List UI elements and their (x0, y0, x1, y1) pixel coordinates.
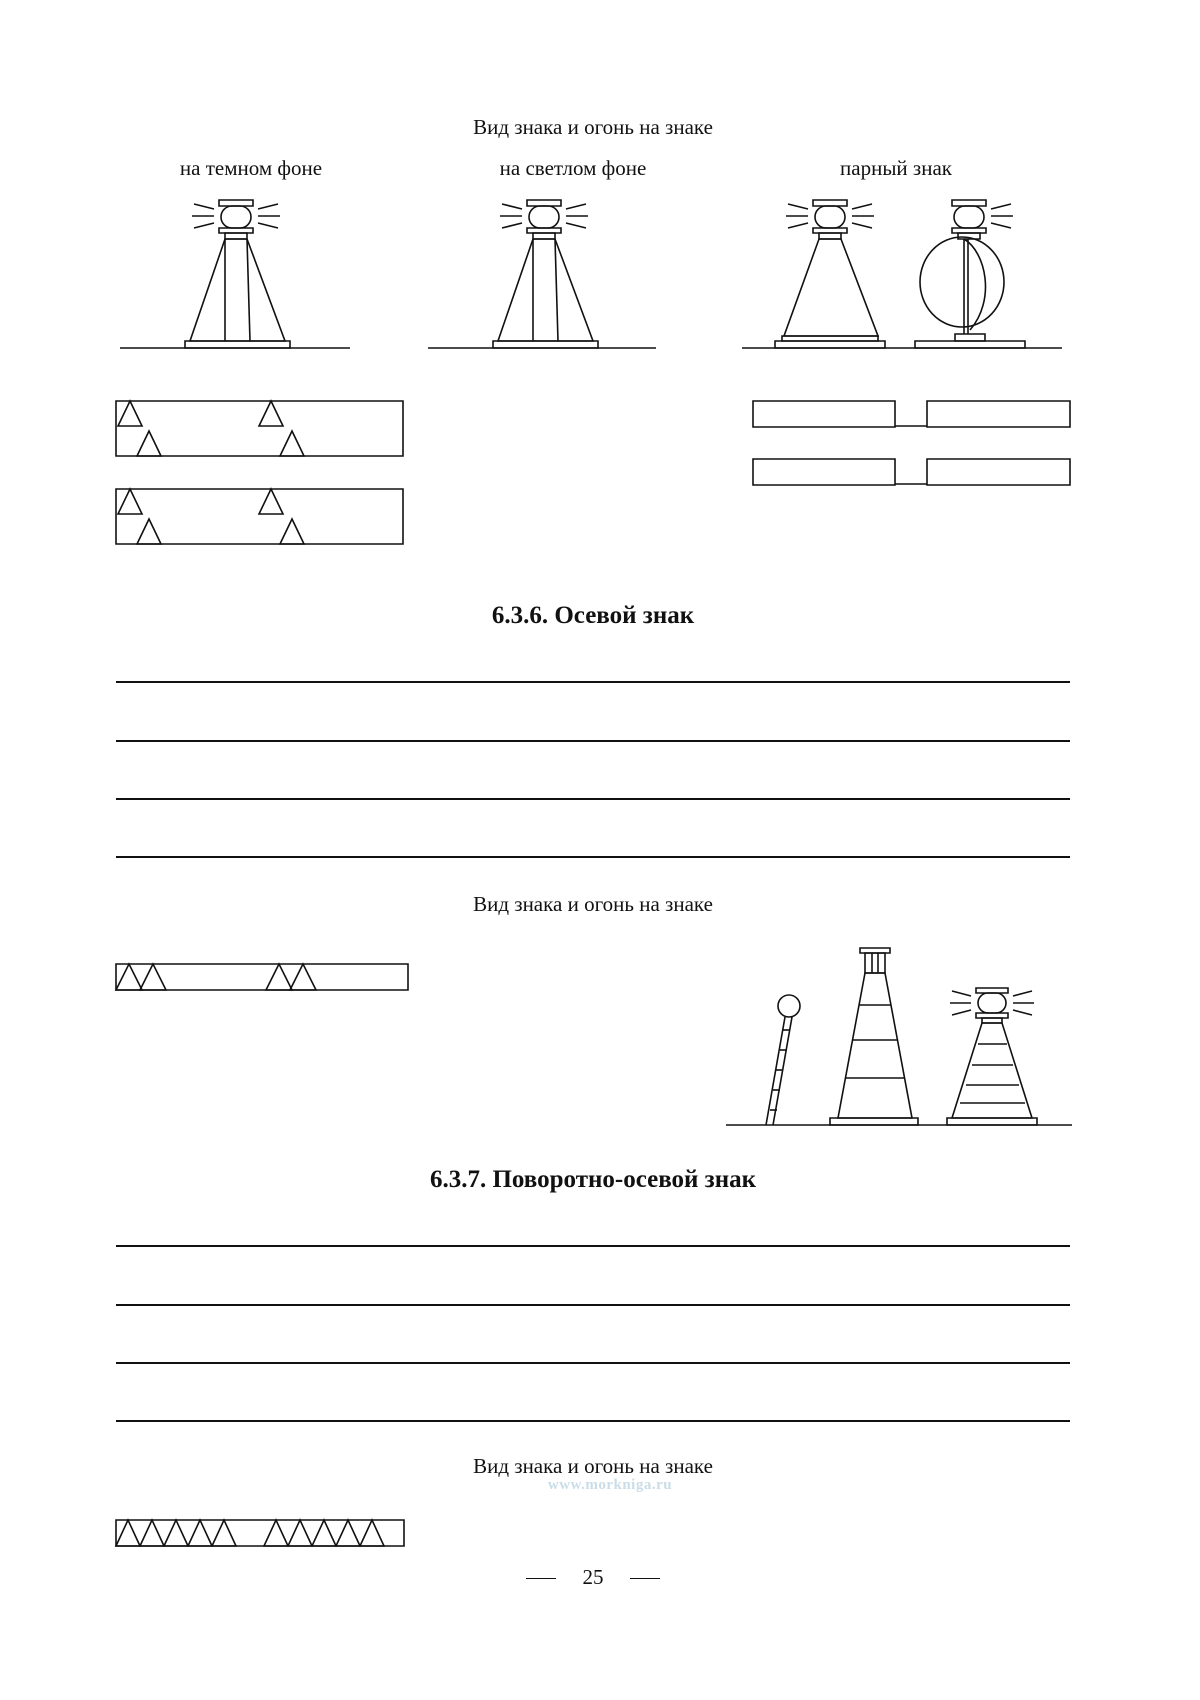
blank-answer-line (116, 1362, 1070, 1364)
blank-answer-line (116, 1245, 1070, 1247)
page-number-dash-right (630, 1578, 660, 1579)
blank-answer-line (116, 1420, 1070, 1422)
section-caption-turn-axial: Вид знака и огонь на знаке (473, 1454, 713, 1478)
section-caption-axial: Вид знака и огонь на знаке (473, 892, 713, 916)
variant-label-paired-sign: парный знак (840, 156, 952, 180)
section-caption-top: Вид знака и огонь на знаке (473, 115, 713, 139)
page-number-dash-left (526, 1578, 556, 1579)
page-number: 25 (582, 1565, 604, 1589)
watermark: www.morkniga.ru (547, 1477, 673, 1493)
variant-label-dark-background: на темном фоне (179, 156, 323, 180)
light-pattern-diagram-turn-axial (116, 1519, 406, 1547)
heading-turn-axial-sign: 6.3.7. Поворотно-осевой знак (429, 1166, 757, 1193)
heading-axial-sign: 6.3.6. Осевой знак (491, 602, 695, 629)
blank-answer-line (116, 1304, 1070, 1306)
variant-label-light-background: на светлом фоне (499, 156, 647, 180)
